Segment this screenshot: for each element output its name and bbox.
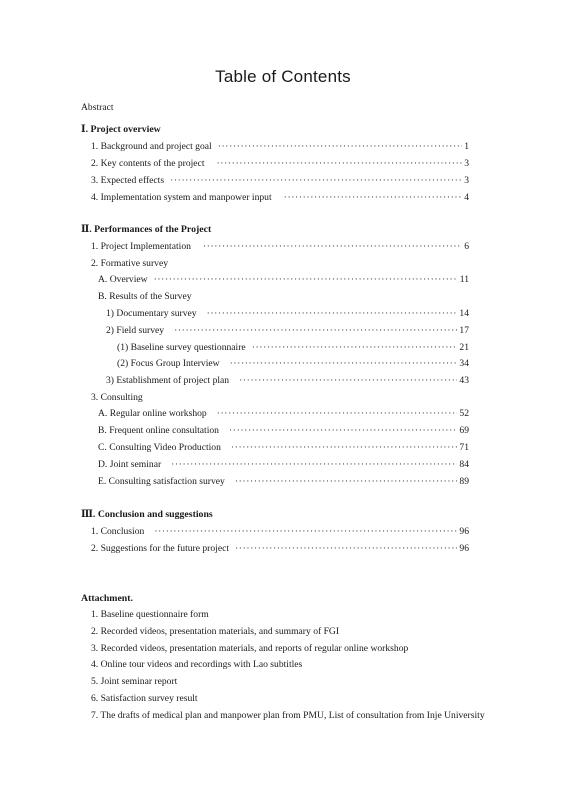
- leader-dots: [252, 340, 458, 356]
- toc-label: E. Consulting satisfaction survey: [98, 476, 225, 487]
- toc-label: 1. Project Implementation: [91, 241, 191, 252]
- toc-entry[interactable]: B. Results of the Survey: [98, 291, 192, 302]
- leader-dots: [170, 173, 462, 189]
- toc-page: 11: [459, 274, 469, 285]
- leader-dots: [217, 156, 463, 172]
- toc-page: 17: [459, 325, 469, 336]
- toc-page: 52: [459, 408, 469, 419]
- toc-entry[interactable]: [91, 524, 469, 540]
- toc-label: B. Frequent online consultation: [98, 425, 219, 436]
- toc-page: 69: [459, 425, 469, 436]
- toc-label: 1) Documentary survey: [106, 308, 197, 319]
- toc-label: A. Overview: [98, 274, 148, 285]
- toc-entry[interactable]: [91, 239, 469, 255]
- toc-entry[interactable]: [106, 323, 469, 339]
- section-heading-3[interactable]: Ⅲ. Conclusion and suggestions: [81, 509, 213, 520]
- toc-label: 2) Field survey: [106, 325, 165, 336]
- leader-dots: [239, 373, 457, 389]
- attachment-heading[interactable]: Attachment.: [81, 593, 133, 604]
- leader-dots: [229, 423, 457, 439]
- leader-dots: [207, 306, 458, 322]
- toc-entry[interactable]: [98, 440, 469, 456]
- attachment-item[interactable]: 6. Satisfaction survey result: [91, 693, 198, 704]
- toc-entry[interactable]: [106, 306, 469, 322]
- leader-dots: [231, 440, 458, 456]
- toc-entry[interactable]: [98, 457, 469, 473]
- toc-page: 43: [459, 375, 469, 386]
- toc-page: 96: [459, 526, 469, 537]
- leader-dots: [230, 356, 458, 372]
- section-heading-2[interactable]: Ⅱ. Performances of the Project: [81, 224, 212, 235]
- toc-label: 2. Key contents of the project: [91, 158, 205, 169]
- toc-page: 6: [464, 241, 469, 252]
- attachment-item[interactable]: 2. Recorded videos, presentation materials, and summary of FGI: [91, 626, 340, 637]
- toc-page: 96: [459, 543, 469, 554]
- toc-label: (2) Focus Group Interview: [117, 358, 220, 369]
- toc-label: 3) Establishment of project plan: [106, 375, 230, 386]
- leader-dots: [284, 190, 463, 206]
- toc-entry[interactable]: [98, 272, 469, 288]
- toc-entry[interactable]: [98, 423, 469, 439]
- attachment-item[interactable]: 5. Joint seminar report: [91, 676, 178, 687]
- toc-label: 2. Suggestions for the future project: [91, 543, 230, 554]
- abstract-entry[interactable]: Abstract: [81, 102, 114, 113]
- toc-entry[interactable]: 2. Formative survey: [91, 258, 169, 269]
- attachment-item[interactable]: 3. Recorded videos, presentation materials, and reports of regular online workshop: [91, 643, 409, 654]
- toc-label: 4. Implementation system and manpower input: [91, 192, 272, 203]
- toc-entry[interactable]: [91, 173, 469, 189]
- toc-page: 1: [464, 141, 469, 152]
- toc-entry[interactable]: [98, 474, 469, 490]
- toc-page: 71: [459, 442, 469, 453]
- toc-page: 84: [459, 459, 469, 470]
- attachment-item[interactable]: 1. Baseline questionnaire form: [91, 609, 209, 620]
- toc-page: 89: [459, 476, 469, 487]
- toc-page: 14: [459, 308, 469, 319]
- toc-entry[interactable]: [91, 541, 469, 557]
- toc-entry[interactable]: [117, 340, 469, 356]
- leader-dots: [235, 541, 457, 557]
- leader-dots: [154, 524, 457, 540]
- toc-entry[interactable]: [106, 373, 469, 389]
- section-heading-1[interactable]: Ⅰ. Project overview: [81, 124, 161, 135]
- attachment-item[interactable]: 7. The drafts of medical plan and manpower plan from PMU, List of consultation from Inje University: [91, 710, 485, 721]
- leader-dots: [203, 239, 462, 255]
- toc-page: 3: [464, 158, 469, 169]
- toc-entry[interactable]: [91, 139, 469, 155]
- leader-dots: [174, 323, 457, 339]
- toc-entry[interactable]: [91, 156, 469, 172]
- leader-dots: [217, 406, 458, 422]
- toc-entry[interactable]: [98, 406, 469, 422]
- toc-entry[interactable]: [117, 356, 469, 372]
- toc-entry[interactable]: [91, 190, 469, 206]
- toc-label: D. Joint seminar: [98, 459, 162, 470]
- toc-page: 21: [459, 342, 469, 353]
- toc-entry[interactable]: 3. Consulting: [91, 392, 143, 403]
- leader-dots: [218, 139, 463, 155]
- toc-page: 4: [464, 192, 469, 203]
- toc-label: (1) Baseline survey questionnaire: [117, 342, 246, 353]
- toc-label: 1. Background and project goal: [91, 141, 212, 152]
- toc-page: 3: [464, 175, 469, 186]
- leader-dots: [154, 272, 458, 288]
- page-title: Table of Contents: [215, 67, 351, 86]
- toc-label: A. Regular online workshop: [98, 408, 207, 419]
- leader-dots: [171, 457, 457, 473]
- toc-label: 3. Expected effects: [91, 175, 165, 186]
- toc-label: C. Consulting Video Production: [98, 442, 221, 453]
- toc-label: 1. Conclusion: [91, 526, 145, 537]
- attachment-item[interactable]: 4. Online tour videos and recordings with Lao subtitles: [91, 659, 303, 670]
- leader-dots: [235, 474, 458, 490]
- toc-page: 34: [459, 358, 469, 369]
